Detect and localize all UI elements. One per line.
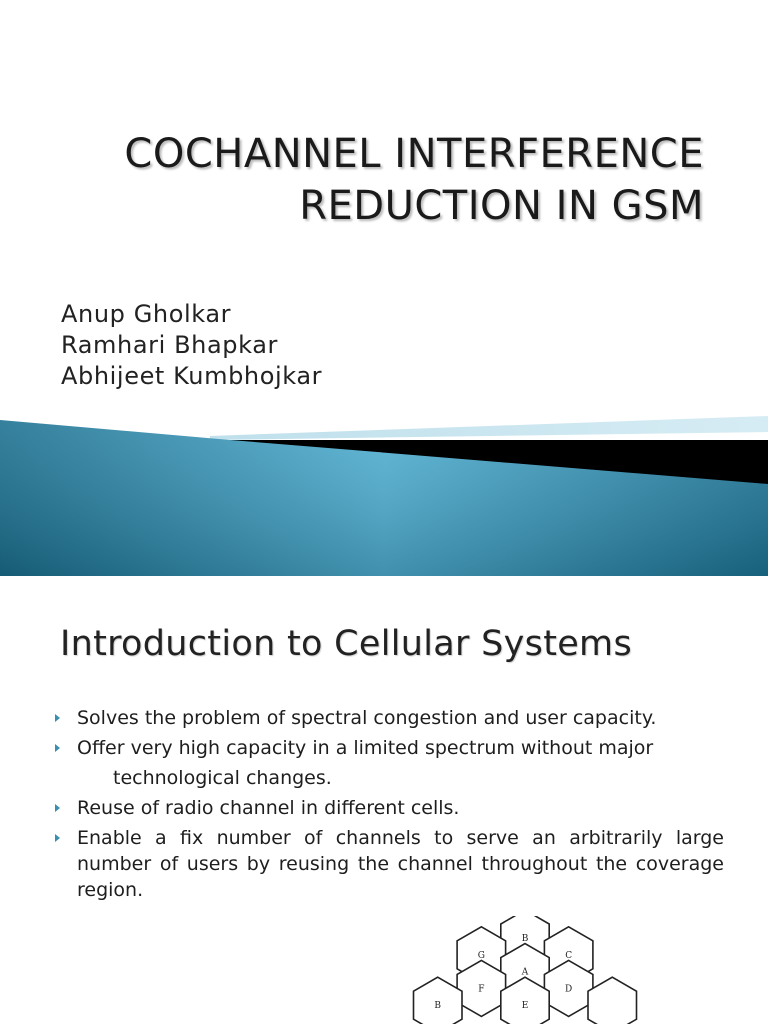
intro-slide (0, 576, 768, 1024)
cell-label: A (521, 967, 529, 978)
bullet-arrow-icon (55, 714, 60, 722)
decorative-wave-band (0, 410, 768, 576)
bullet-text: Offer very high capacity in a limited spectrum without major (77, 737, 654, 759)
pale-stripe (210, 416, 768, 440)
bullet-item (52, 825, 724, 903)
bullet-item (52, 735, 724, 791)
cell-label: B (521, 934, 529, 944)
title-line-1: COCHANNEL INTERFERENCE (124, 131, 704, 177)
author-name: Abhijeet Kumbhojkar (61, 362, 323, 390)
slide-title (44, 128, 704, 232)
bullet-text: Reuse of radio channel in different cells. (77, 797, 460, 819)
bullet-list (52, 705, 724, 907)
cell-label: G (477, 950, 485, 961)
bullet-text: Enable a fix number of channels to serve an arbitrarily large number of users by reusing the channel throughout the coverage region. (77, 827, 724, 901)
cell-label: C (565, 950, 573, 961)
hexagonal-cell-diagram (380, 916, 690, 1024)
bullet-continuation: technological changes. (113, 767, 332, 789)
cell-label: D (565, 984, 573, 995)
bullet-text: Solves the problem of spectral congestion and user capacity. (77, 707, 657, 729)
cell-hexagon (414, 977, 463, 1024)
title-line-2: REDUCTION IN GSM (299, 183, 704, 229)
bullet-item (52, 795, 724, 821)
bullet-arrow-icon (55, 804, 60, 812)
bullet-item (52, 705, 724, 731)
author-list (61, 299, 322, 392)
cell-label: B (434, 1001, 442, 1012)
bullet-arrow-icon (55, 744, 60, 752)
slide-heading: Introduction to Cellular Systems (60, 624, 632, 664)
cell-outline (588, 977, 637, 1024)
author-name: Anup Gholkar (61, 300, 232, 328)
cell-hexagon (588, 977, 637, 1024)
bullet-arrow-icon (55, 834, 60, 842)
author-name: Ramhari Bhapkar (61, 331, 278, 359)
cell-label: E (521, 1001, 529, 1012)
cell-label: F (478, 984, 485, 995)
